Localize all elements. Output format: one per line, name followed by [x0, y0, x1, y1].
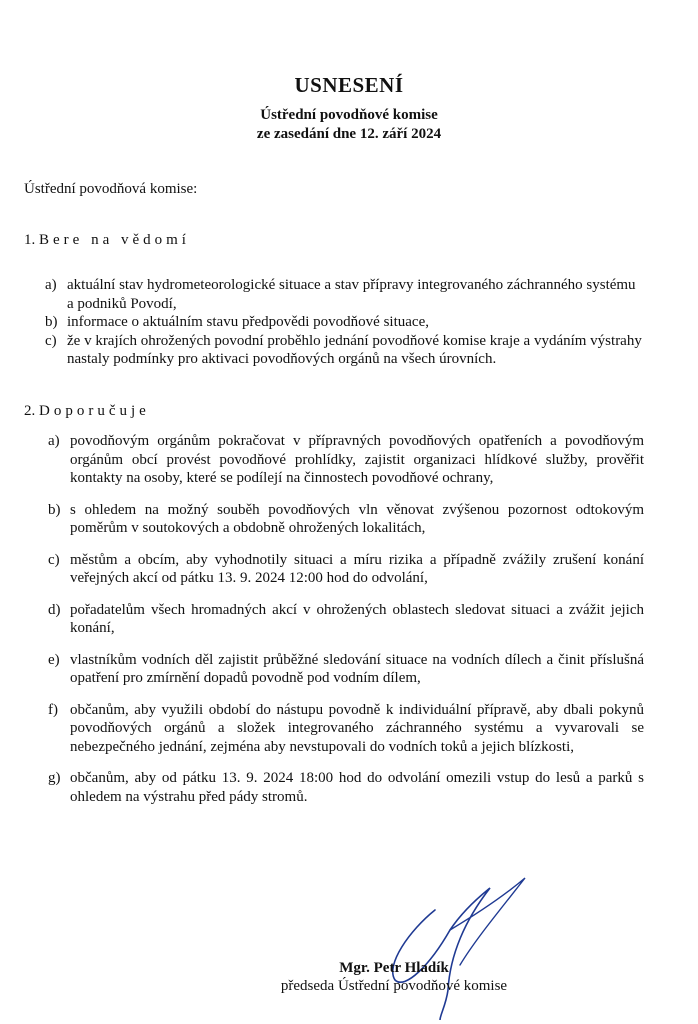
- section1-number: 1.: [24, 232, 36, 248]
- item-marker: c): [48, 551, 60, 568]
- list-item: [48, 551, 644, 588]
- item-text: informace o aktuálním stavu předpovědi povodňové situace,: [67, 314, 429, 330]
- list-item: [45, 276, 645, 313]
- section1-list: [45, 276, 645, 369]
- item-marker: d): [48, 601, 61, 618]
- signature-stroke: [393, 888, 490, 1020]
- list-item: [48, 601, 644, 638]
- list-item: [48, 769, 644, 806]
- item-text: pořadatelům všech hromadných akcí v ohrožených oblastech sledovat situaci a zvážit jejich konání,: [70, 601, 644, 636]
- section1-heading: [24, 232, 190, 249]
- item-text: s ohledem na možný souběh povodňových vln věnovat zvýšenou pozornost odtokovým poměrům v soutokových a obdobně ohrožených lokalitách,: [70, 501, 644, 536]
- item-marker: c): [45, 332, 57, 349]
- list-item: [48, 501, 644, 538]
- item-text: občanům, aby od pátku 13. 9. 2024 18:00 hod do odvolání omezili vstup do lesů a parků s ohledem na výstrahu před pády stromů.: [70, 770, 644, 805]
- document-subtitle-line1: Ústřední povodňové komise: [260, 107, 438, 123]
- item-text: povodňovým orgánům pokračovat v přípravných povodňových opatřeních a povodňovým orgánům obcí provést povodňové prohlídky, zajistit organizaci hlídkové služby, prověřit kontakty na osoby, které se podílejí na činnostech povodňové ochrany,: [70, 433, 644, 486]
- item-marker: e): [48, 651, 60, 668]
- list-item: [45, 332, 645, 369]
- section2-title: Doporučuje: [39, 403, 150, 419]
- section2-number: 2.: [24, 403, 36, 419]
- list-item: [45, 313, 645, 332]
- handwritten-signature: [380, 870, 540, 1020]
- signatory-name: Mgr. Petr Hladík: [339, 960, 449, 976]
- item-marker: a): [45, 277, 57, 293]
- item-text: vlastníkům vodních děl zajistit průběžné sledování situace na vodních dílech a činit příslušná opatření pro zmírnění dopadů povodně pod vodním dílem,: [70, 651, 644, 686]
- list-item: [48, 432, 644, 488]
- section2-list: [48, 432, 644, 819]
- document-subtitle-line2: ze zasedání dne 12. září 2024: [256, 126, 442, 142]
- item-marker: g): [48, 770, 61, 786]
- intro-text: Ústřední povodňová komise:: [24, 181, 198, 197]
- list-item: [48, 651, 644, 688]
- item-marker: b): [48, 501, 61, 518]
- item-text: že v krajích ohrožených povodní proběhlo jednání povodňové komise kraje a vydáním výstrahy nastaly podmínky pro aktivaci povodňových orgánů na všech úrovních.: [67, 332, 642, 367]
- item-text: aktuální stav hydrometeorologické situace a stav přípravy integrovaného záchranného systému a podniků Povodí,: [67, 277, 636, 312]
- item-marker: a): [48, 433, 60, 449]
- section2-heading: [24, 403, 150, 420]
- item-marker: b): [45, 314, 58, 330]
- item-marker: f): [48, 701, 58, 718]
- item-text: městům a obcím, aby vyhodnotily situaci a míru rizika a případně zvážily zrušení konání veřejných akcí od pátku 13. 9. 2024 12:00 hod do odvolání,: [70, 551, 644, 586]
- list-item: [48, 701, 644, 757]
- signatory-role: předseda Ústřední povodňové komise: [280, 978, 508, 994]
- section1-title: Bere na vědomí: [39, 232, 190, 248]
- document-title: USNESENÍ: [294, 73, 404, 97]
- item-text: občanům, aby využili období do nástupu povodně k individuální přípravě, aby dbali pokynů povodňových orgánů a složek integrovaného záchranného systému a vyvarovali se nebezpečného jednání, zejména aby nevstupovali do vodních toků a jejich blízkosti,: [70, 701, 644, 755]
